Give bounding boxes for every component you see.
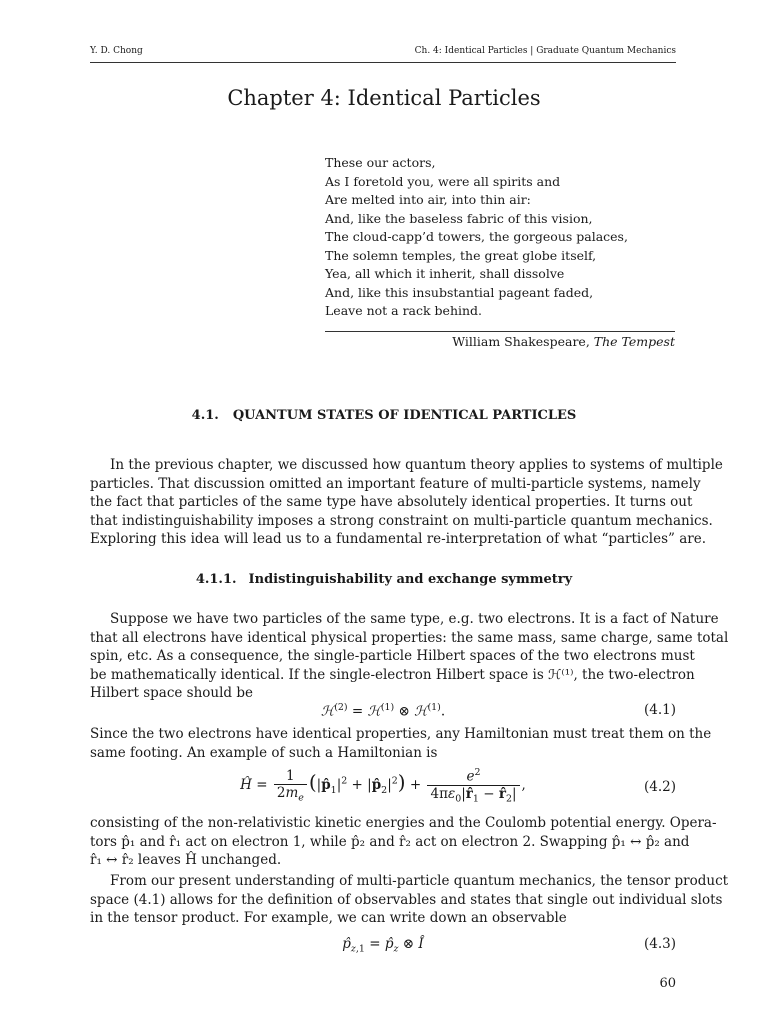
subsection-number: 4.1.1. [195,572,237,587]
text-line: space (4.1) allows for the definition of observables and states that single out individual slots [90,891,723,908]
text-line: particles. That discussion omitted an important feature of multi-particle systems, namely [90,475,701,492]
epigraph-line: The cloud-capp’d towers, the gorgeous palaces, [325,229,628,244]
attribution-author: William Shakespeare, [452,334,594,349]
text-line: in the tensor product. For example, we can write down an observable [90,910,567,926]
equation-4-2 [90,767,676,811]
epigraph [325,154,675,321]
text-line: spin, etc. As a consequence, the single-particle Hilbert spaces of the two electrons must [90,648,695,664]
equation-tag: (4.1) [643,702,676,718]
text-line: consisting of the non-relativistic kinetic energies and the Coulomb potential energy. Opera- [90,815,717,831]
text-line: the fact that particles of the same type have absolutely identical properties. It turns out [90,494,693,510]
text-line: tors p̂₁ and r̂₁ act on electron 1, while p̂₂ and r̂₂ act on electron 2. Swapping p̂₁ ↔ p̂₂ and [90,833,690,850]
epigraph-line: These our actors, [325,155,436,170]
epigraph-line: Are melted into air, into thin air: [325,192,531,207]
running-head [90,46,676,60]
epigraph-line: And, like the baseless fabric of this vision, [325,210,593,226]
running-head-title: Ch. 4: Identical Particles | Graduate Quantum Mechanics [414,46,676,56]
text-line: From our present understanding of multi-particle quantum mechanics, the tensor product [110,873,729,889]
equation-body: $p̂_{z,1}$ = $p̂_z$ ⊗ Î [342,936,424,955]
text-line: be mathematically identical. If the single-electron Hilbert space is ℋ⁽¹⁾, the two-electron [90,666,695,683]
chapter-title: Chapter 4: Identical Particles [227,86,541,110]
epigraph-line: Leave not a rack behind. [325,303,483,318]
section-heading [0,408,768,423]
epigraph-attribution [325,334,675,349]
text-line: Exploring this idea will lead us to a fundamental re-interpretation of what “particles” are. [90,531,707,547]
page-number: 60 [659,976,676,991]
paragraph-tensor-product [90,872,729,928]
paragraph-indistinguishability [90,610,729,703]
fraction: $\frac{1}{2m_e}$ [274,768,307,804]
attribution-work: The Tempest [593,334,675,349]
equation-body: Ĥ = $\frac{1}{2m_e}$ ($|p̂_1|^2$ + $|p̂_2|^2$) + $\frac{e^2}{4\pi\varepsilon_0|r̂_1 - r̂_2|}$ , [240,767,526,805]
section-title: QUANTUM STATES OF IDENTICAL PARTICLES [232,408,577,423]
text-line: that indistinguishability imposes a strong constraint on multi-particle quantum mechanics. [90,512,713,529]
text-line: Since the two electrons have identical properties, any Hamiltonian must treat them on the [90,726,712,742]
paragraph-operators [90,814,717,870]
equation-tag: (4.2) [643,779,676,795]
epigraph-rule [325,331,675,332]
epigraph-line: As I foretold you, were all spirits and [325,173,561,189]
paragraph-hamiltonian [90,725,712,762]
header-rule [90,62,676,63]
equation-4-3 [90,936,676,958]
epigraph-line: Yea, all which it inherit, shall dissolve [325,266,565,281]
text-line: In the previous chapter, we discussed how quantum theory applies to systems of multiple [110,457,723,473]
epigraph-line: The solemn temples, the great globe itself, [325,247,597,263]
text-line: Hilbert space should be [90,685,253,701]
running-head-author: Y. D. Chong [90,46,143,56]
paragraph-intro [90,456,723,549]
text-line: that all electrons have identical physical properties: the same mass, same charge, same total [90,629,729,646]
fraction: $\frac{e^2}{4\pi\varepsilon_0|r̂_1 - r̂_2|}$ [427,767,519,804]
text-line: r̂₁ ↔ r̂₂ leaves Ĥ unchanged. [90,852,282,868]
epigraph-line: And, like this insubstantial pageant faded, [325,284,594,300]
text-line: Suppose we have two particles of the same type, e.g. two electrons. It is a fact of Nature [110,611,719,627]
text-line: same footing. An example of such a Hamiltonian is [90,744,438,761]
section-number: 4.1. [191,408,219,423]
subsection-heading [0,572,768,587]
equation-tag: (4.3) [643,936,676,952]
subsection-title: Indistinguishability and exchange symmetry [248,572,573,587]
equation-4-1 [90,702,676,724]
equation-body: ℋ$^{(2)}$ = ℋ$^{(1)}$ ⊗ ℋ$^{(1)}$. [320,702,446,720]
